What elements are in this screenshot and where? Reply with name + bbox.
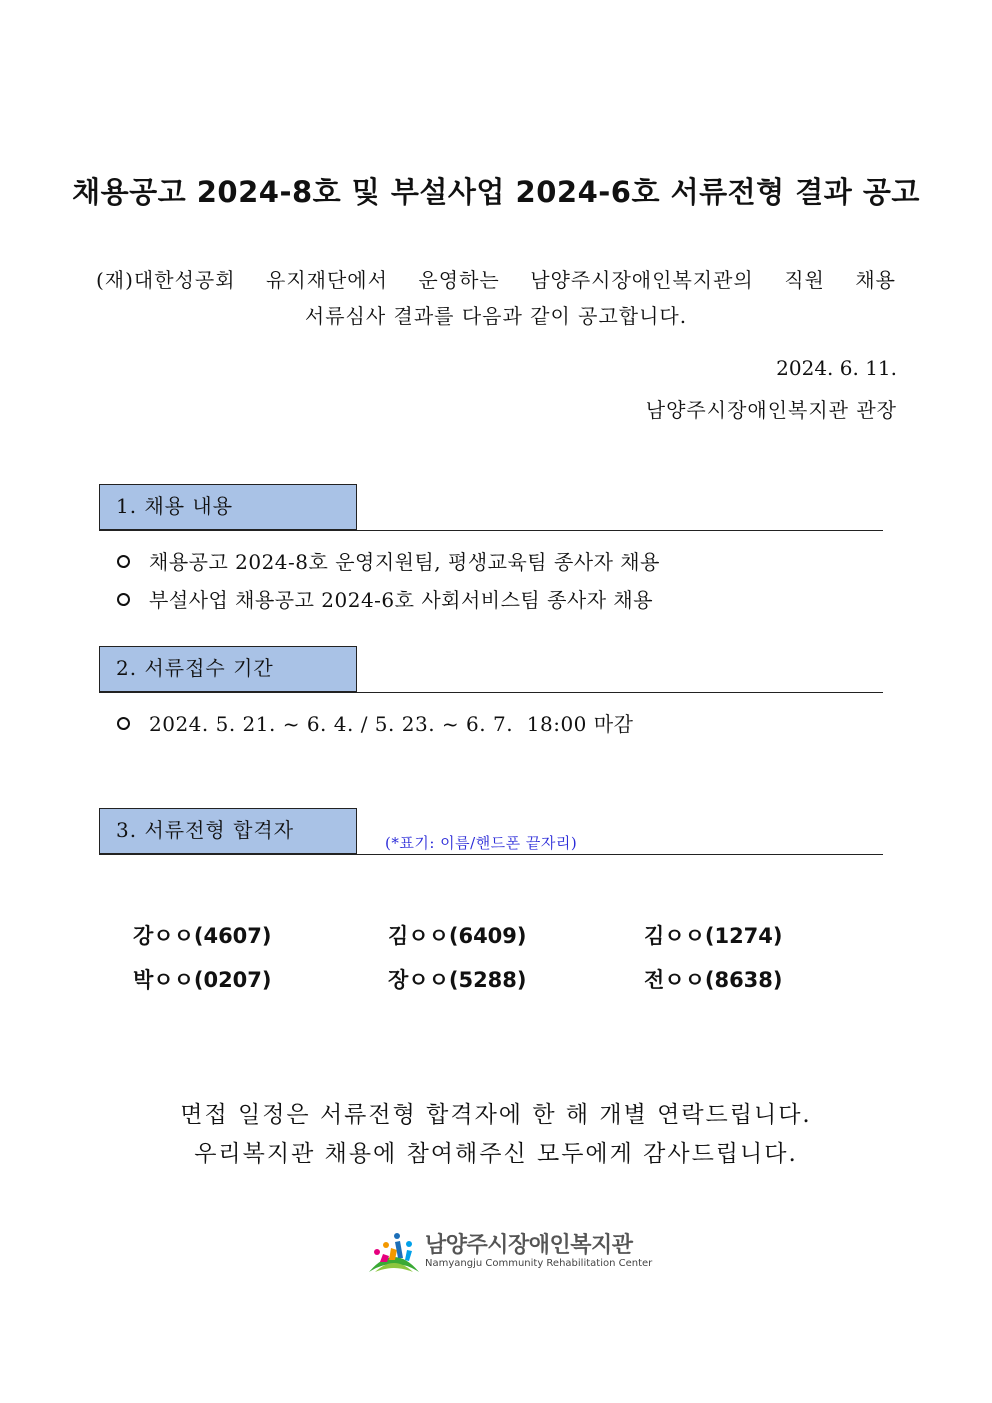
organization-logo — [367, 1228, 653, 1278]
passer-entry: 김ㅇㅇ(1274) — [644, 924, 783, 948]
closing-message — [0, 1096, 992, 1174]
passer-entry: 장ㅇㅇ(5288) — [388, 968, 527, 992]
section-2-heading: 2. 서류접수 기간 — [99, 646, 357, 692]
logo-subtitle: Namyangju Community Rehabilitation Center — [425, 1258, 653, 1269]
section-1-header — [99, 484, 883, 531]
page-title: 채용공고 2024-8호 및 부설사업 2024-6호 서류전형 결과 공고 — [72, 175, 920, 209]
section-1-heading: 1. 채용 내용 — [99, 484, 357, 530]
circle-bullet-icon — [117, 593, 130, 606]
announcement-date: 2024. 6. 11. — [776, 356, 897, 380]
section-3-heading: 3. 서류전형 합격자 — [99, 808, 357, 854]
list-item — [117, 584, 653, 613]
intro-line-2: 서류심사 결과를 다음과 같이 공고합니다. — [304, 304, 688, 328]
passer-entry: 박ㅇㅇ(0207) — [133, 968, 272, 992]
section-2-header — [99, 646, 883, 693]
list-item-text: 2024. 5. 21. ~ 6. 4. / 5. 23. ~ 6. 7. 18:00 마감 — [149, 712, 634, 736]
closing-line-1: 면접 일정은 서류전형 합격자에 한 해 개별 연락드립니다. — [180, 1102, 812, 1128]
logo-emblem-icon — [367, 1228, 421, 1278]
passer-entry: 전ㅇㅇ(8638) — [644, 968, 783, 992]
circle-bullet-icon — [117, 717, 130, 730]
list-item-text: 채용공고 2024-8호 운영지원팀, 평생교육팀 종사자 채용 — [149, 550, 660, 574]
closing-line-2: 우리복지관 채용에 참여해주신 모두에게 감사드립니다. — [194, 1141, 798, 1167]
issuer-organization: 남양주시장애인복지관 관장 — [645, 398, 897, 422]
logo-name: 남양주시장애인복지관 — [425, 1233, 633, 1258]
circle-bullet-icon — [117, 555, 130, 568]
section-3-header — [99, 808, 883, 855]
notation-note: (*표기: 이름/핸드폰 끝자리) — [385, 834, 578, 852]
list-item — [117, 708, 633, 737]
passer-entry: 강ㅇㅇ(4607) — [133, 924, 272, 948]
intro-line-1: (재)대한성공회 유지재단에서 운영하는 남양주시장애인복지관의 직원 채용 — [96, 268, 896, 292]
passer-entry: 김ㅇㅇ(6409) — [388, 924, 527, 948]
list-item — [117, 546, 660, 575]
list-item-text: 부설사업 채용공고 2024-6호 사회서비스팀 종사자 채용 — [149, 588, 654, 612]
intro-paragraph — [96, 262, 896, 334]
